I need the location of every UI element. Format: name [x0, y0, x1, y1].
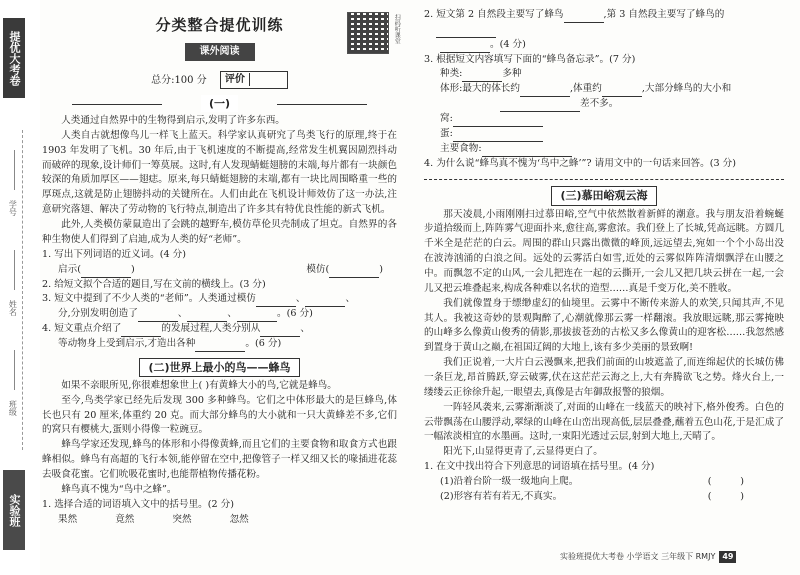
question: 分,分别发明创造了 、 、 。(6 分) — [42, 307, 397, 322]
passage-3-para: 我们正说着,一大片白云漫飘来,把我们前面的山坡遮盖了,而连绵起伏的长城仿佛一条巨龙,昂首腾跃,穿云破雾,伏在这茫茫云海之上,大有奔腾欲飞之势。烽火台上,一缕缕云正徐徐升起,一眼望去,真像是古年御敌报警的狼烟。 — [424, 357, 784, 398]
answer-paren[interactable]: ( ) — [707, 475, 744, 487]
total-score: 总分:100 分 — [151, 74, 207, 86]
question: 2. 给短文拟个合适的题目,写在文前的横线上。(3 分) — [42, 278, 266, 290]
passage-3-para: 一阵轻风袭来,云雾渐渐淡了,对面的山峰在一线蓝天的映衬下,格外俊秀。白色的云带飘荡在山腰浮动,翠绿的山峰在山峦出现高低,层层叠叠,蘸着五色山花,于是汇成了一幅浓淡相宜的水墨画。这时,一束阳光透过云层,射到大地上,天晴了。 — [424, 401, 784, 443]
spine-cut-line — [22, 130, 23, 450]
spine-field-name: 姓名 — [8, 300, 18, 316]
passage-1-para: 人类通过自然界中的生物得到启示,发明了许多东西。 — [61, 115, 285, 127]
synonym-row: 启示( ) 模仿( ) — [42, 263, 397, 278]
passage-3-para: 我们就像置身于缥缈虚幻的仙境里。云雾中不断传来游人的欢笑,只闻其声,不见其人。我被这奇妙的景观陶醉了,心潮就像那云雾一样翻滚。我放眼远眺,那云雾掩映的山峰多么像黄山俊秀的倩影,那拔拔苍劲的古松又多么像黄山的迎客松……我忽然感到置身于黄山之巅,在祖国辽阔的大地上,该有多少美丽的景致啊! — [424, 297, 784, 354]
option[interactable]: 突然 — [172, 513, 192, 525]
passage-1-heading: (一) — [42, 95, 397, 112]
passage-2-para: 蜂鸟真不愧为“鸟中之蜂”。 — [61, 483, 177, 495]
left-column — [42, 8, 401, 527]
option[interactable]: 竟然 — [115, 513, 135, 525]
passage-2-para: 如果不亲眼所见,你很难想象世上( )有黄蜂大小的鸟,它就是蜂鸟。 — [61, 379, 337, 391]
question: 4. 为什么说“蜂鸟真不愧为‘鸟中之蜂’”? 请用文中的一句话来回答。(3 分) — [424, 157, 736, 169]
score-row — [42, 71, 397, 89]
page-footer: 实验班提优大考卷 小学语文 三年级下 RMJY 49 — [560, 551, 736, 563]
sub-question: (2)形容有若有若无,不真实。 — [440, 490, 563, 502]
qr-label: 扫码听课堂 — [393, 14, 401, 44]
spine-field-class: 班级 — [8, 400, 18, 416]
option[interactable]: 忽然 — [229, 513, 249, 525]
passage-1-para: 此外,人类模仿蒙鼠造出了会跳的越野车,模仿草伦贝壳制成了坦克。自然界的各种生物使人们得到了启迪,成为人类的好“老师”。 — [42, 219, 397, 245]
answer-blank[interactable] — [329, 267, 379, 278]
right-column: 2. 短文第 2 自然段主要写了蜂鸟 ,第 3 自然段主要写了蜂鸟的 。(4 分) 3. 根据短文内容填写下面的“蜂鸟备忘录”。(7 分) 种类: 多种 体形:最大的体长约 ,体重约 ,大部分蜂鸟的大小和 差不多。 窝: 蛋: 主要食物: 4. 为什么说“蜂鸟真不愧为‘鸟中之蜂’”? 请用文中的一句话来回答。(3 分) (三)慕田峪观云海 那天凌晨,小雨刚刚扫过慕田峪,空气中依然散着新鲜的潮意。我与朋友沿着蜿蜒步道拾级而上,阵阵雾气迎面扑来,愈往高,雾愈浓。我们登上了长城,凭高远眺。方圆几千米全是茫茫的白云。周围的群山只露出微微的峰顶,远远望去,宛如一个个小岛出没在波涛汹涌的白浪之间。远处的云雾活白如雪,近处的云雾似阵阵清烟飘浮在山腰之中。而飘忽不定的山风,一会儿把连在一起的云撕开,一会儿又把几块云拼在一起,一会儿又把云堆叠起来,构成各种难以名状的造型……真是千变万化,美不胜收。 我们就像置身于缥缈虚幻的仙境里。云雾中不断传来游人的欢笑,只闻其声,不见其人。我被这奇妙的景观陶醉了,心潮就像那云雾一样翻滚。我放眼远眺,那云雾掩映的山峰多么像黄山俊秀的倩影,那拔拔苍劲的古松又多么像黄山的迎客松……我忽然感到置身于黄山之巅,在祖国辽阔的大地上,该有多少美丽的景致啊! 我们正说着,一大片白云漫飘来,把我们前面的山坡遮盖了,而连绵起伏的长城仿佛一条巨龙,昂首腾跃,穿云破雾,伏在这茫茫云海之上,大有奔腾欲飞之势。烽火台上,一缕缕云正徐徐升起,一眼望去,真像是古年御敌报警的狼烟。 一阵轻风袭来,云雾渐渐淡了,对面的山峰在一线蓝天的映衬下,格外俊秀。白色的云带飘荡在山腰浮动,翠绿的山峰在山峦出现高低,层层叠叠,蘸着五色山花,于是汇成了一幅浓淡相宜的水墨画。这时,一束阳光透过云层,射到大地上,天晴了。 阳光下,山显得更青了,云显得更白了。 1. 在文中找出符合下列意思的词语填在括号里。(4 分) (1)沿着台阶一级一级地向上爬。 ( ) (2)形容有若有若无,不真实。 ( ) — [424, 8, 784, 505]
binding-spine — [0, 0, 40, 575]
sub-question: (1)沿着台阶一级一级地向上爬。 — [440, 475, 579, 487]
question: 3. 根据短文内容填写下面的“蜂鸟备忘录”。(7 分) — [424, 53, 636, 65]
question: 4. 短文重点介绍了 的发展过程,人类分别从 、 — [42, 322, 397, 337]
spine-bottom-tab: 实验班 — [3, 470, 25, 550]
answer-paren[interactable]: ( ) — [707, 490, 744, 502]
question: 3. 短文中提到了不少人类的“老师”。人类通过模仿 、 、 — [42, 292, 397, 307]
question: 1. 写出下列词语的近义词。(4 分) — [42, 248, 186, 260]
page-title: 分类整合提优训练 — [155, 16, 284, 34]
page-subtitle: 课外阅读 — [185, 43, 255, 61]
question: 1. 选择合适的词语填入文中的括号里。(2 分) — [42, 498, 234, 510]
passage-2-heading: (二)世界上最小的鸟——蜂鸟 — [42, 358, 397, 377]
question: 2. 短文第 2 自然段主要写了蜂鸟 ,第 3 自然段主要写了蜂鸟的 — [424, 8, 784, 38]
evaluation-box[interactable]: 评价 — [220, 71, 288, 89]
passage-1-para: 人类自古就想像鸟儿一样飞上蓝天。科学家认真研究了鸟类飞行的原理,终于在 1903 年发明了飞机。30 年后,由于飞机速度的不断提高,经常发生机翼因剧烈抖动而破碎的现象,设计师们一筹莫展。这时,有人发现蜻蜓翅膀的末端,每片都有一块颜色较深的角质加厚区——翅痣。原来,每只蜻蜓翅膀的末端,都有一块比周围略重一些的厚斑点,这就是防止翅膀抖动的关键所在。人们由此在飞机设计师效仿了这一办法,注意研究落翅、解决了劳动物的飞行特点,制造出了许多其有特优良性能的新式飞机。 — [42, 129, 397, 216]
question: 等动物身上受到启示,才造出各种 。(6 分) — [42, 337, 397, 352]
spine-field-id: 学号 — [8, 200, 18, 216]
answer-blank[interactable] — [81, 267, 131, 278]
passage-3-heading: (三)慕田峪观云海 — [424, 186, 784, 205]
spine-top-tab: 提优大考卷 — [3, 18, 25, 98]
option[interactable]: 果然 — [58, 513, 78, 525]
passage-2-para: 蜂鸟学家还发现,蜂鸟的体形和小得像黄蜂,而且它们的主要食物和取食方式也跟蜂相似。蜂鸟有高超的飞行本领,能停留在空中,把像管子一样又细又长的喙插进花蕊去吸食花蜜。它们吮吸花蜜时,也能帮植物传播花粉。 — [42, 439, 397, 480]
passage-3-para: 那天凌晨,小雨刚刚扫过慕田峪,空气中依然散着新鲜的潮意。我与朋友沿着蜿蜒步道拾级而上,阵阵雾气迎面扑来,愈往高,雾愈浓。我们登上了长城,凭高远眺。方圆几千米全是茫茫的白云。周围的群山只露出微微的峰顶,远远望去,宛如一个个小岛出没在波涛汹涌的白浪之间。远处的云雾活白如雪,近处的云雾似阵阵清烟飘浮在山腰之中。而飘忽不定的山风,一会儿把连在一起的云撕开,一会儿又把几块云拼在一起,一会儿又把云堆叠起来,构成各种难以名状的造型……真是千变万化,美不胜收。 — [424, 208, 784, 294]
qr-code-icon[interactable] — [347, 12, 389, 54]
memo: 种类: 多种 体形:最大的体长约 ,体重约 ,大部分蜂鸟的大小和 差不多。 窝: 蛋: 主要食物: — [424, 67, 784, 156]
passage-2-para: 至今,鸟类学家已经先后发现 300 多种蜂鸟。它们之中体形最大的是巨蜂鸟,体长也只有 20 厘米,体重约 20 克。而大部分蜂鸟的大小就和一只大黄蜂差不多,它们的窝只有樱桃大,蛋则小得像一粒豌豆。 — [42, 394, 397, 436]
page-number: 49 — [719, 551, 736, 563]
question: 1. 在文中找出符合下列意思的词语填在括号里。(4 分) — [424, 461, 655, 473]
passage-3-para: 阳光下,山显得更青了,云显得更白了。 — [443, 446, 603, 458]
word-options — [42, 513, 397, 528]
answer-line[interactable] — [424, 179, 784, 180]
